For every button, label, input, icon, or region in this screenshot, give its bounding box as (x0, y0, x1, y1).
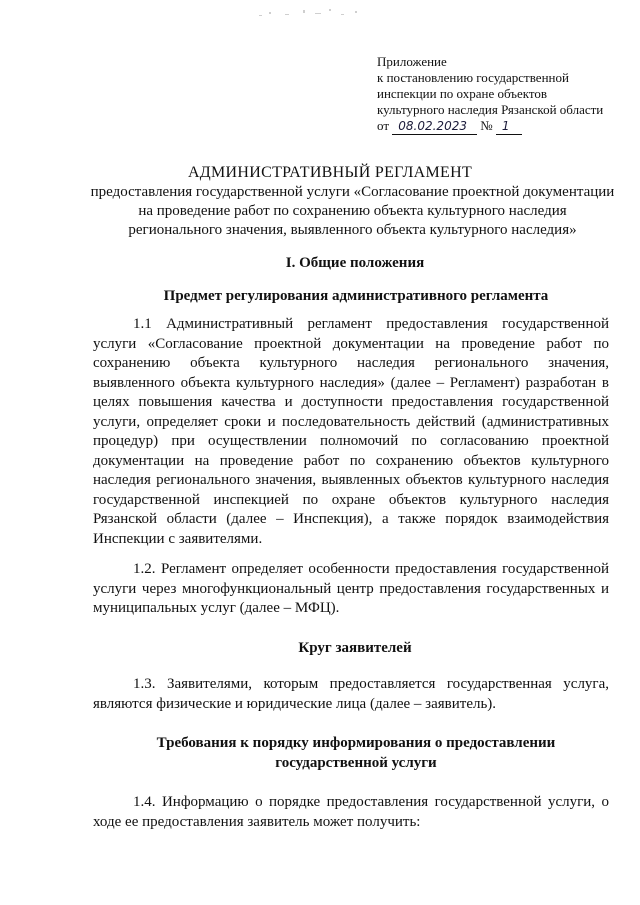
date-prefix: от (377, 118, 390, 133)
paragraph-1-3: 1.3. Заявителями, которым предоставляется государственная услуга, являются физические и юридические лица (далее – заявитель). (93, 676, 609, 712)
info-heading-line-1: Требования к порядку информирования о предоставлении (156, 735, 556, 751)
info-heading-line-2: государственной услуги (275, 755, 437, 771)
applicants-heading: Круг заявителей (298, 640, 412, 656)
section-heading-general: I. Общие положения (285, 255, 425, 271)
subject-heading: Предмет регулирования административного регламента (163, 288, 549, 304)
paragraph-1-4: 1.4. Информацию о порядке предоставления государственной услуги, о ходе ее предоставления заявитель может получить: (93, 794, 609, 830)
annex-line: к постановлению государственной (377, 70, 569, 85)
annex-date-number-line (377, 118, 617, 135)
number-prefix: № (480, 118, 493, 133)
annex-line: культурного наследия Рязанской области (377, 102, 604, 117)
annex-line: Приложение (377, 54, 447, 69)
paragraph-1-1: 1.1 Административный регламент предоставления государственной услуги «Согласование проектной документации на проведение работ по сохранению объекта культурного наследия регионального значения, выявленного объекта культурного наследия» (далее – Регламент) разработан в целях повышения качества и доступности предоставления государственной услуги, определяет сроки и последовательность действий (административных процедур) при осуществлении полномочий по согласованию проектной документации на проведение работ по сохранению объектов культурного наследия регионального значения, выявленных объектов культурного наследия государственной инспекцией по охране объектов культурного наследия Рязанской области (далее – Инспекция), а также порядок взаимодействия Инспекции с заявителями. (93, 316, 609, 547)
handwritten-number: 1 (501, 119, 510, 133)
handwritten-date: 08.02.2023 (398, 119, 467, 133)
document-subtitle: предоставления государственной услуги «Согласование проектной документации на проведение работ по сохранению объекта культурного наследия регионального значения, выявленного объекта культурного наследия» (90, 184, 615, 238)
document-title: АДМИНИСТРАТИВНЫЙ РЕГЛАМЕНТ (187, 164, 473, 181)
annex-line: инспекции по охране объектов (377, 86, 548, 101)
scan-artifact-icon (255, 6, 375, 20)
paragraph-1-2: 1.2. Регламент определяет особенности предоставления государственной услуги через многофункциональный центр предоставления государственных и муниципальных услуг (далее – МФЦ). (93, 561, 609, 616)
annex-block (377, 54, 617, 135)
